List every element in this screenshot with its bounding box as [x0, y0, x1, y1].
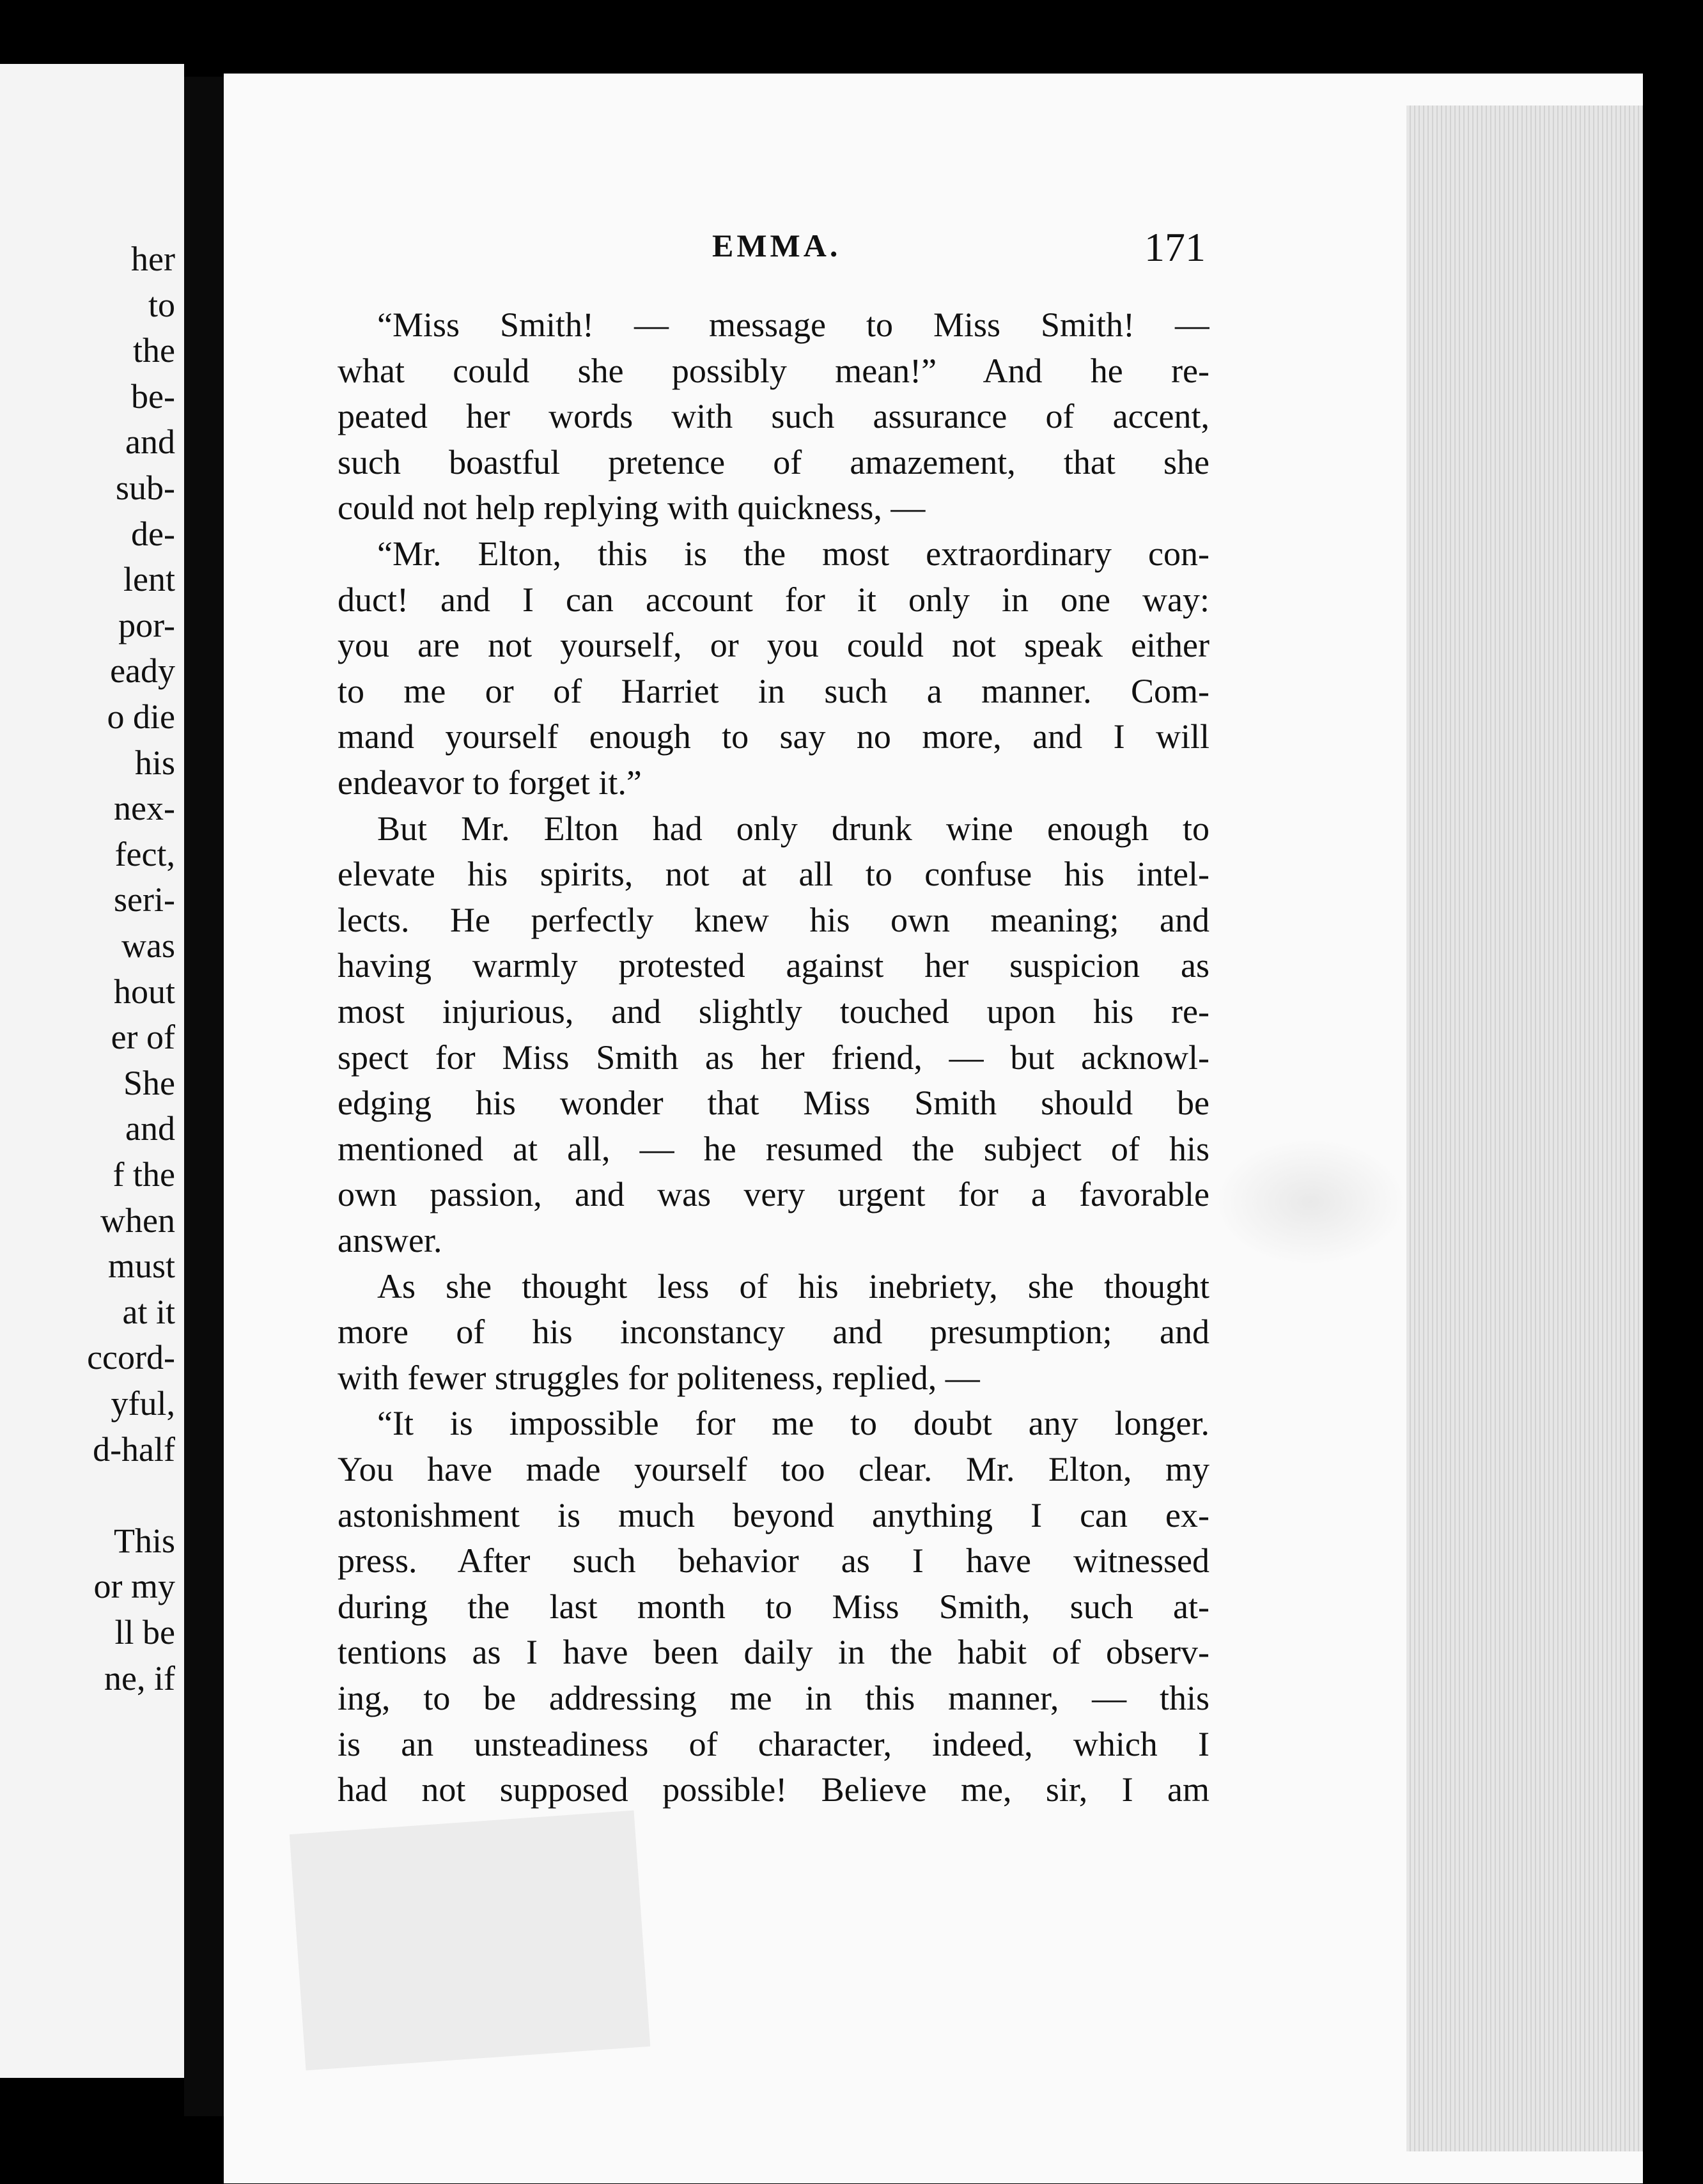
left-page-fragment: or my: [93, 1567, 175, 1605]
text-line: “Miss Smith! — message to Miss Smith! —: [377, 306, 1209, 344]
left-page-fragment: por-: [118, 606, 175, 644]
text-line: peated her words with such assurance of accent,: [338, 397, 1209, 435]
text-line: mand yourself enough to say no more, and I will: [338, 717, 1209, 756]
page-number: 171: [1144, 224, 1206, 270]
left-page-fragment: and: [125, 423, 175, 461]
running-head: EMMA.: [712, 228, 841, 263]
left-page-fragment: lent: [123, 560, 175, 598]
text-line: during the last month to Miss Smith, such at-: [338, 1587, 1209, 1626]
text-line: with fewer struggles for politeness, replied, —: [338, 1359, 980, 1397]
text-line: edging his wonder that Miss Smith should be: [338, 1084, 1209, 1122]
left-page-fragment: sub-: [116, 469, 175, 507]
text-line: ing, to be addressing me in this manner, — this: [338, 1679, 1209, 1717]
text-line: “Mr. Elton, this is the most extraordinary con-: [377, 534, 1209, 573]
text-line: could not help replying with quickness, —: [338, 488, 926, 527]
left-page-fragment: hout: [113, 972, 175, 1011]
text-line: lects. He perfectly knew his own meaning; and: [338, 901, 1209, 939]
text-line: tentions as I have been daily in the habit of observ-: [338, 1633, 1209, 1671]
left-page-fragment: the: [133, 331, 175, 370]
left-page-fragment: eady: [110, 651, 175, 690]
text-line: you are not yourself, or you could not speak either: [338, 626, 1209, 664]
left-page-fragment: nex-: [114, 789, 175, 827]
left-page-fragment: his: [134, 744, 175, 782]
text-line: “It is impossible for me to doubt any longer.: [377, 1404, 1209, 1442]
paper-smudge: [290, 1811, 650, 2071]
text-line: You have made yourself too clear. Mr. Elton, my: [338, 1450, 1209, 1488]
left-page-fragment: seri-: [114, 880, 175, 919]
left-page: [0, 64, 184, 2078]
left-page-fragment: yful,: [111, 1384, 175, 1423]
text-line: mentioned at all, — he resumed the subject of his: [338, 1130, 1209, 1168]
left-page-fragment: She: [123, 1064, 175, 1102]
text-line: own passion, and was very urgent for a favorable: [338, 1175, 1209, 1213]
left-page-fragment: fect,: [114, 835, 175, 873]
text-line: press. After such behavior as I have witnessed: [338, 1541, 1209, 1580]
text-line: is an unsteadiness of character, indeed, which I: [338, 1725, 1209, 1763]
left-page-fragment: to: [148, 286, 175, 324]
left-page-fragment: and: [125, 1109, 175, 1148]
text-line: more of his inconstancy and presumption; and: [338, 1313, 1209, 1351]
left-page-fragment: when: [100, 1201, 175, 1240]
left-page-fragment: d-half: [93, 1430, 175, 1469]
left-page-fragment: This: [113, 1522, 175, 1560]
left-page-fragment: ccord-: [87, 1338, 175, 1377]
text-line: most injurious, and slightly touched upon his re-: [338, 992, 1209, 1031]
text-line: to me or of Harriet in such a manner. Com-: [338, 672, 1209, 710]
text-line: answer.: [338, 1221, 442, 1260]
text-line: such boastful pretence of amazement, that she: [338, 443, 1209, 481]
page-edges: [1406, 105, 1643, 2151]
text-line: what could she possibly mean!” And he re-: [338, 352, 1209, 390]
text-line: having warmly protested against her suspicion as: [338, 946, 1209, 985]
text-line: As she thought less of his inebriety, she thought: [377, 1267, 1209, 1306]
left-page-fragment: at it: [122, 1293, 175, 1331]
text-line: spect for Miss Smith as her friend, — but acknowl-: [338, 1038, 1209, 1077]
left-page-fragment: f the: [113, 1155, 175, 1194]
text-line: had not supposed possible! Believe me, sir, I am: [338, 1770, 1209, 1809]
text-line: duct! and I can account for it only in one way:: [338, 581, 1209, 619]
book-spine: [184, 77, 224, 2116]
text-line: But Mr. Elton had only drunk wine enough to: [377, 809, 1209, 848]
text-line: astonishment is much beyond anything I can ex-: [338, 1496, 1209, 1534]
left-page-fragment: must: [107, 1247, 175, 1285]
left-page-fragment: de-: [131, 515, 175, 553]
text-line: endeavor to forget it.”: [338, 763, 642, 802]
left-page-fragment: ll be: [114, 1613, 175, 1651]
text-line: elevate his spirits, not at all to confuse his intel-: [338, 855, 1209, 893]
left-page-fragment: her: [131, 240, 175, 278]
left-page-fragment: o die: [107, 698, 175, 736]
left-page-fragment: er of: [111, 1018, 175, 1056]
left-page-fragment: was: [121, 926, 175, 965]
left-page-fragment: be-: [131, 377, 175, 416]
left-page-fragment: ne, if: [104, 1659, 175, 1697]
paper-smudge: [1215, 1138, 1406, 1266]
